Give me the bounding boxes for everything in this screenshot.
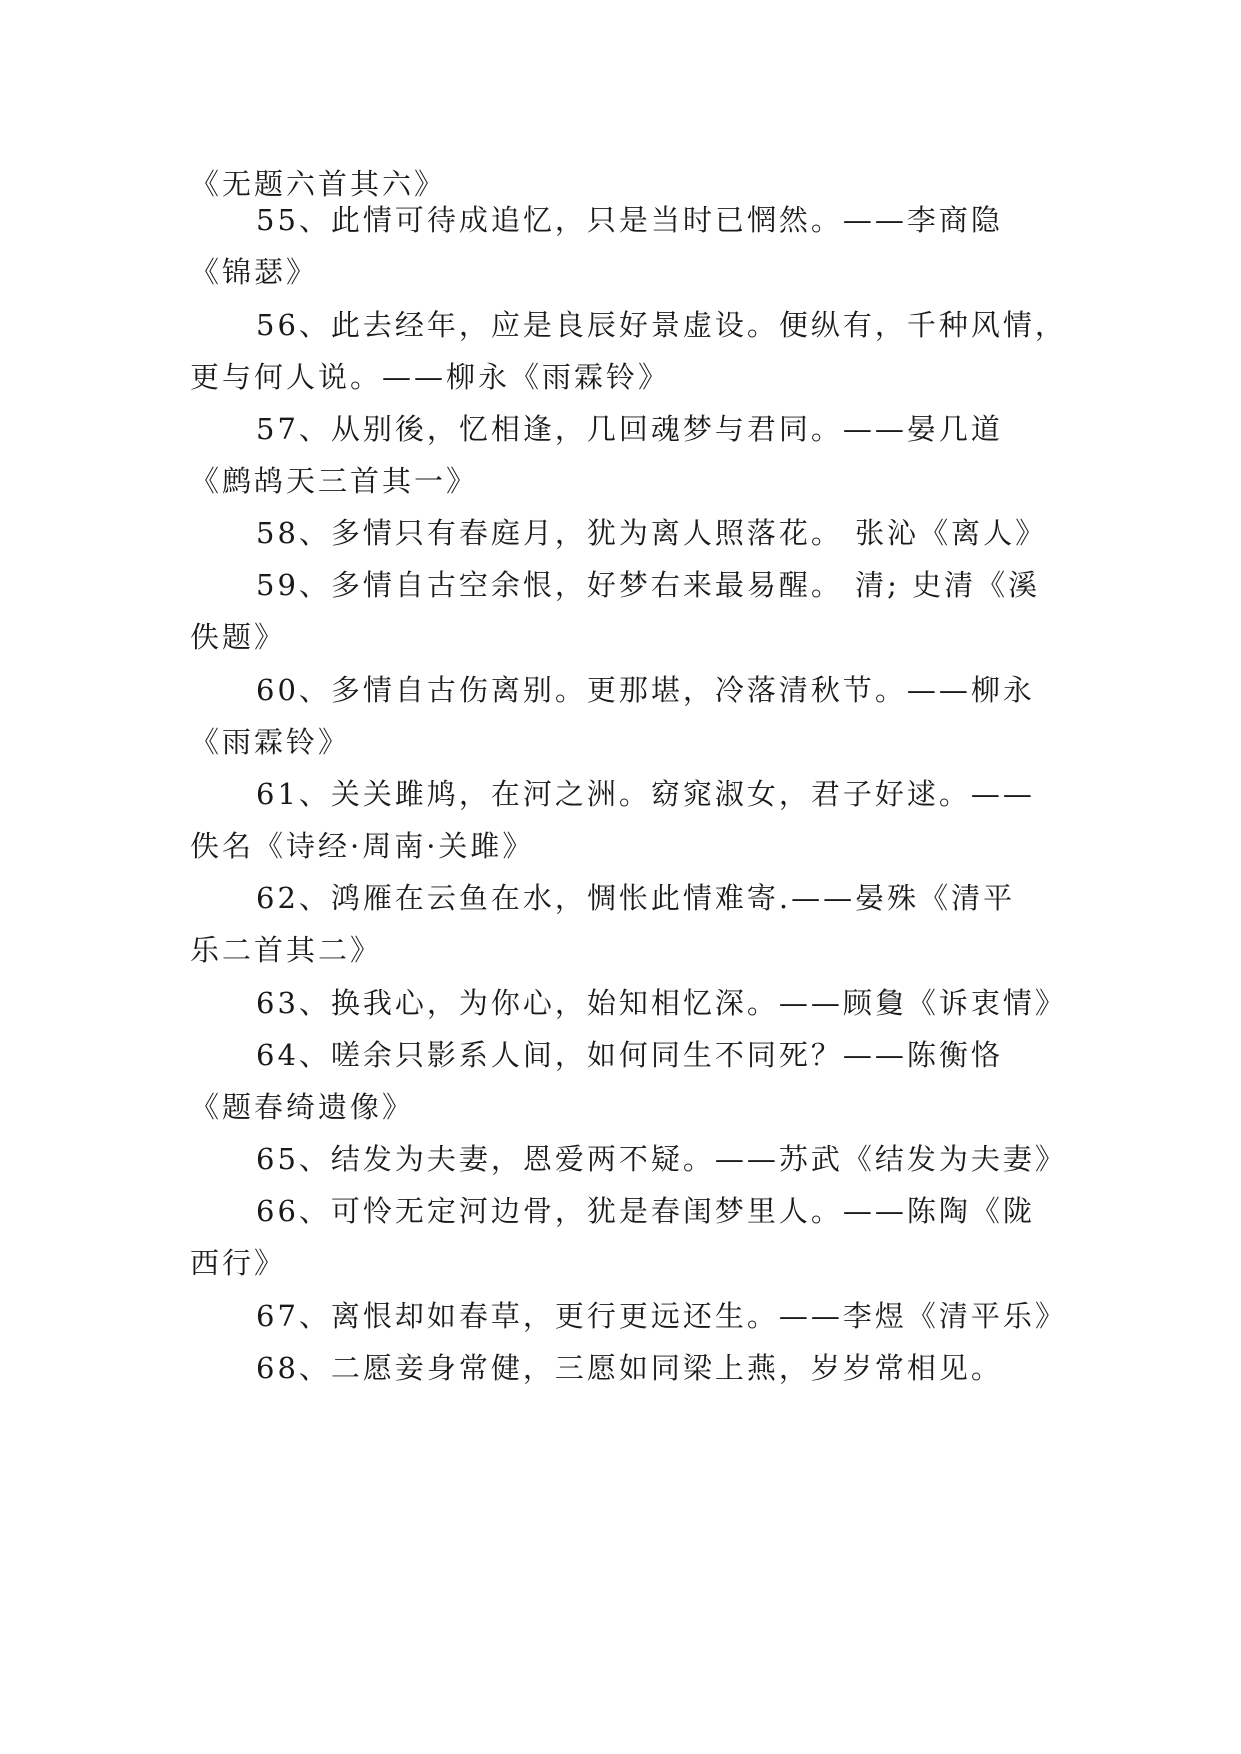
- text-line: 59、多情自古空余恨，好梦右来最易醒。 清; 史清《溪: [256, 568, 1041, 602]
- text-line: 《无题六首其六》: [190, 167, 447, 201]
- text-line: 66、可怜无定河边骨，犹是春闺梦里人。——陈陶《陇: [256, 1194, 1035, 1228]
- text-line: 《鹧鸪天三首其一》: [190, 464, 479, 498]
- text-line: 63、换我心，为你心，始知相忆深。——顾敻《诉衷情》: [256, 986, 1067, 1020]
- text-line: 《题春绮遗像》: [190, 1090, 415, 1124]
- text-line: 67、离恨却如春草，更行更远还生。——李煜《清平乐》: [256, 1299, 1067, 1333]
- text-line: 更与何人说。——柳永《雨霖铃》: [190, 360, 671, 394]
- text-line: 68、二愿妾身常健，三愿如同梁上燕，岁岁常相见。: [256, 1351, 1003, 1385]
- text-line: 《雨霖铃》: [190, 725, 351, 759]
- text-line: 西行》: [190, 1246, 287, 1280]
- text-line: 《锦瑟》: [190, 255, 319, 289]
- text-line: 60、多情自古伤离别。更那堪，冷落清秋节。——柳永: [256, 673, 1035, 707]
- text-line: 佚题》: [190, 620, 287, 654]
- text-line: 61、关关雎鸠，在河之洲。窈窕淑女，君子好逑。——: [256, 777, 1035, 811]
- text-line: 55、此情可待成追忆，只是当时已惘然。——李商隐: [256, 203, 1003, 237]
- text-line: 乐二首其二》: [190, 933, 383, 967]
- text-line: 64、嗟余只影系人间，如何同生不同死？——陈衡恪: [256, 1038, 1003, 1072]
- text-line: 58、多情只有春庭月，犹为离人照落花。 张沁《离人》: [256, 516, 1048, 550]
- text-line: 57、从别後，忆相逢，几回魂梦与君同。——晏几道: [256, 412, 1003, 446]
- text-line: 62、鸿雁在云鱼在水，惆怅此情难寄.——晏殊《清平: [256, 881, 1016, 915]
- text-line: 56、此去经年，应是良辰好景虚设。便纵有，千种风情，: [256, 308, 1067, 342]
- text-line: 佚名《诗经·周南·关雎》: [190, 829, 535, 863]
- text-line: 65、结发为夫妻，恩爱两不疑。——苏武《结发为夫妻》: [256, 1142, 1067, 1176]
